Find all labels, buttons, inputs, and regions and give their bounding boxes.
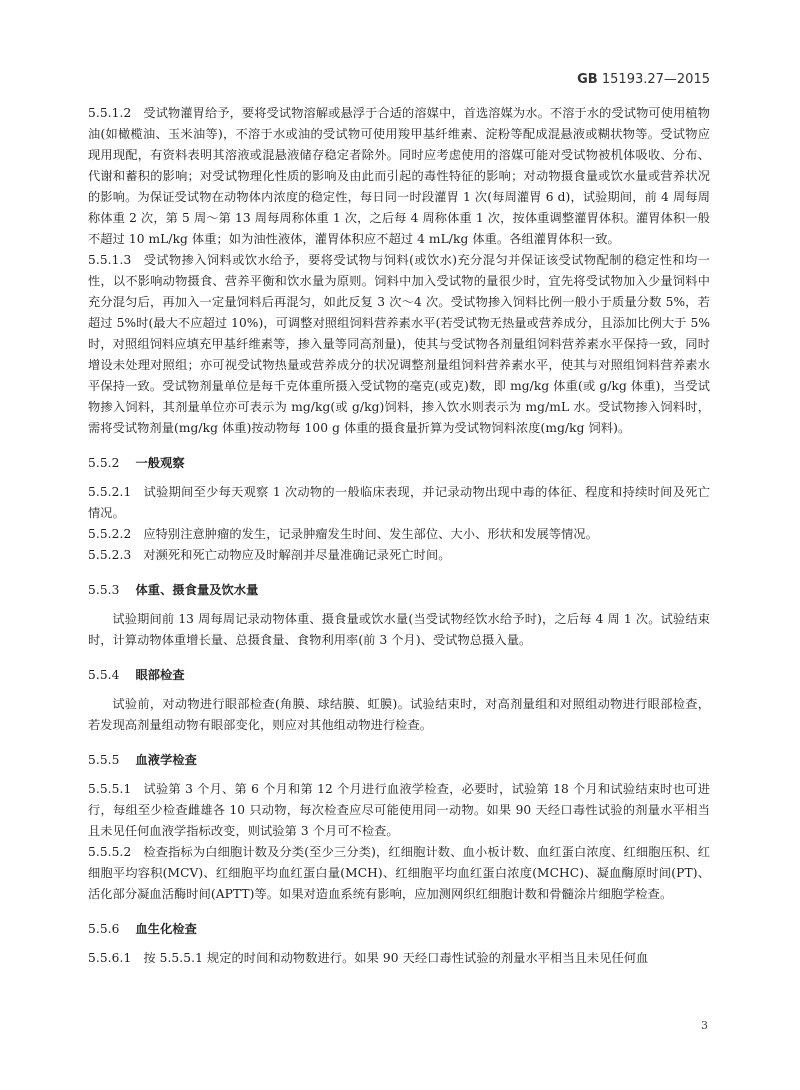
clause-5-5-1-3	[88, 250, 710, 439]
clause-text: 试验第 3 个月、第 6 个月和第 12 个月进行血液学检查，必要时，试验第 18 个月和试验结束时也可进行，每组至少检查雌雄各 10 只动物，每次检查应尽可能使用同一动物。如果 90 天经口毒性试验的剂量水平相当且未见任何血液学指标改变，则试验第 3 个月可不检查。	[88, 782, 710, 838]
clause-5-5-2-2	[88, 524, 710, 545]
clause-number: 5.5.6.1	[88, 951, 132, 965]
section-heading-5-5-4	[88, 665, 710, 686]
clause-number: 5.5.5.1	[88, 782, 132, 796]
section-number: 5.5.4	[88, 668, 120, 682]
section-title: 血生化检查	[135, 922, 197, 936]
clause-text: 对濒死和死亡动物应及时解剖并尽量准确记录死亡时间。	[143, 548, 451, 562]
section-number: 5.5.3	[88, 583, 120, 597]
standard-code	[577, 72, 710, 87]
section-heading-5-5-6	[88, 919, 710, 940]
clause-5-5-5-2	[88, 842, 710, 905]
section-heading-5-5-2	[88, 453, 710, 474]
clause-5-5-2-1	[88, 482, 710, 524]
clause-text: 检查指标为白细胞计数及分类(至少三分类)，红细胞计数、血小板计数、血红蛋白浓度、红细胞压积、红细胞平均容积(MCV)、红细胞平均血红蛋白量(MCH)、红细胞平均血红蛋白浓度(MCHC)、凝血酶原时间(PT)、活化部分凝血活酶时间(APTT)等。如果对造血系统有影响，应加测网织红细胞计数和骨髓涂片细胞学检查。	[88, 845, 710, 901]
section-title: 眼部检查	[135, 668, 185, 682]
standard-prefix: GB	[577, 72, 598, 87]
clause-text: 按 5.5.5.1 规定的时间和动物数进行。如果 90 天经口毒性试验的剂量水平相当且未见任何血	[143, 951, 649, 965]
clause-number: 5.5.2.1	[88, 485, 132, 499]
clause-text: 应特别注意肿瘤的发生，记录肿瘤发生时间、发生部位、大小、形状和发展等情况。	[143, 527, 598, 541]
paragraph-body-weight: 试验期间前 13 周每周记录动物体重、摄食量或饮水量(当受试物经饮水给予时)，之后每 4 周 1 次。试验结束时，计算动物体重增长量、总摄食量、食物利用率(前 3 个月)、受试物总摄入量。	[88, 612, 710, 647]
section-number: 5.5.2	[88, 456, 120, 470]
paragraph-eye-exam: 试验前，对动物进行眼部检查(角膜、球结膜、虹膜)。试验结束时，对高剂量组和对照组动物进行眼部检查，若发现高剂量组动物有眼部变化，则应对其他组动物进行检查。	[88, 697, 710, 732]
section-title: 体重、摄食量及饮水量	[135, 583, 259, 597]
section-heading-5-5-5	[88, 750, 710, 771]
clause-number: 5.5.2.3	[88, 548, 132, 562]
clause-number: 5.5.2.2	[88, 527, 132, 541]
clause-number: 5.5.1.2	[88, 106, 132, 120]
standard-number: 15193.27—2015	[601, 72, 710, 87]
document-body	[88, 103, 710, 969]
clause-text: 受试物灌胃给予，要将受试物溶解或悬浮于合适的溶媒中，首选溶媒为水。不溶于水的受试物可使用植物油(如橄榄油、玉米油等)，不溶于水或油的受试物可使用羧甲基纤维素、淀粉等配成混悬液或糊状物等。受试物应现用现配，有资料表明其溶液或混悬液储存稳定者除外。同时应考虑使用的溶媒可能对受试物被机体吸收、分布、代谢和蓄积的影响；对受试物理化性质的影响及由此而引起的毒性特征的影响；对动物摄食量或饮水量或营养状况的影响。为保证受试物在动物体内浓度的稳定性，每日同一时段灌胃 1 次(每周灌胃 6 d)，试验期间，前 4 周每周称体重 2 次，第 5 周～第 13 周每周称体重 1 次，之后每 4 周称体重 1 次，按体重调整灌胃体积。灌胃体积一般不超过 10 mL/kg 体重；如为油性液体，灌胃体积应不超过 4 mL/kg 体重。各组灌胃体积一致。	[88, 106, 710, 246]
clause-number: 5.5.1.3	[88, 253, 132, 267]
clause-text: 受试物掺入饲料或饮水给予，要将受试物与饲料(或饮水)充分混匀并保证该受试物配制的稳定性和均一性，以不影响动物摄食、营养平衡和饮水量为原则。饲料中加入受试物的量很少时，宜先将受试物加入少量饲料中充分混匀后，再加入一定量饲料后再混匀，如此反复 3 次～4 次。受试物掺入饲料比例一般小于质量分数 5%，若超过 5%时(最大不应超过 10%)，可调整对照组饲料营养素水平(若受试物无热量或营养成分，且添加比例大于 5%时，对照组饲料应填充甲基纤维素等，掺入量等同高剂量)，使其与受试物各剂量组饲料营养素水平保持一致，同时增设未处理对照组；亦可视受试物热量或营养成分的状况调整剂量组饲料营养素水平，使其与对照组饲料营养素水平保持一致。受试物剂量单位是每千克体重所摄入受试物的毫克(或克)数，即 mg/kg 体重(或 g/kg 体重)，当受试物掺入饲料，其剂量单位亦可表示为 mg/kg(或 g/kg)饲料，掺入饮水则表示为 mg/mL 水。受试物掺入饲料时，需将受试物剂量(mg/kg 体重)按动物每 100 g 体重的摄食量折算为受试物饲料浓度(mg/kg 饲料)。	[88, 253, 710, 435]
clause-5-5-2-3	[88, 545, 710, 566]
page-number: 3	[701, 1019, 708, 1032]
section-title: 血液学检查	[135, 753, 197, 767]
section-title: 一般观察	[135, 456, 185, 470]
clause-number: 5.5.5.2	[88, 845, 132, 859]
section-number: 5.5.6	[88, 922, 120, 936]
section-heading-5-5-3	[88, 580, 710, 601]
section-number: 5.5.5	[88, 753, 120, 767]
clause-text: 试验期间至少每天观察 1 次动物的一般临床表现，并记录动物出现中毒的体征、程度和持续时间及死亡情况。	[88, 485, 710, 520]
clause-5-5-5-1	[88, 779, 710, 842]
clause-5-5-1-2	[88, 103, 710, 250]
clause-5-5-6-1	[88, 948, 710, 969]
